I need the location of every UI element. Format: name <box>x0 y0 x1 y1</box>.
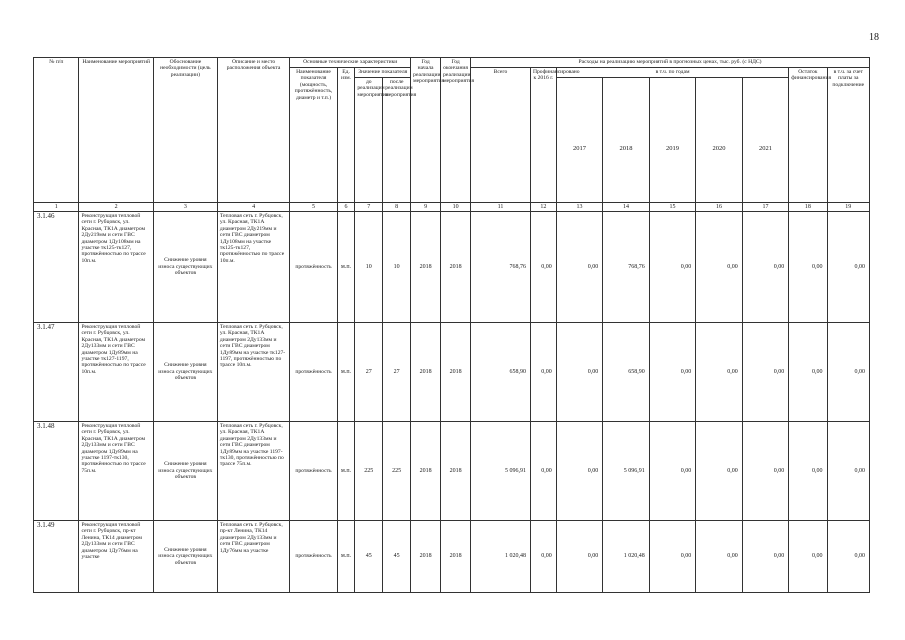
header-start-year: Год начала реализации мероприятия <box>411 58 441 203</box>
index-cell: 11 <box>471 203 531 212</box>
header-year-2018: 2018 <box>603 78 650 203</box>
index-cell: 18 <box>789 203 827 212</box>
row-param: протяжённость <box>290 521 338 593</box>
row-unit: м.п. <box>337 323 355 422</box>
row-name: Реконструкция тепловой сети г. Рубцовск, пр-кт Ленина, ТК14 диаметром 2Ду133мм и сети ГВС диаметром 1Ду76мм на участке <box>79 521 153 593</box>
row-incl-fee: 0,00 <box>827 323 869 422</box>
row-financed: 0,00 <box>530 422 556 521</box>
row-after: 45 <box>383 521 411 593</box>
row-number: 3.1.47 <box>34 323 79 422</box>
row-2019: 0,00 <box>649 521 696 593</box>
index-cell: 2 <box>79 203 153 212</box>
row-2018: 768,76 <box>603 212 650 323</box>
row-2017: 0,00 <box>556 422 603 521</box>
header-reason: Обоснование необходимости (цель реализации) <box>153 58 217 203</box>
index-cell: 5 <box>290 203 338 212</box>
header-year-2017: 2017 <box>556 78 603 203</box>
row-place: Тепловая сеть г. Рубцовск, пр-кт Ленина, ТК14 диаметром 2Ду133мм и сети ГВС диаметром 1Ду76мм на участке <box>217 521 289 593</box>
header-tech-group: Основные технические характеристики <box>290 58 411 68</box>
row-reason: Снижение уровня износа существующих объектов <box>153 422 217 521</box>
row-before: 225 <box>355 422 383 521</box>
row-2019: 0,00 <box>649 422 696 521</box>
header-financed: Профинансировано к 2016 г. <box>530 68 556 203</box>
row-start-year: 2018 <box>411 422 441 521</box>
row-unit: м.п. <box>337 212 355 323</box>
index-cell: 3 <box>153 203 217 212</box>
table-row <box>34 521 870 593</box>
row-reason: Снижение уровня износа существующих объектов <box>153 323 217 422</box>
row-2021: 0,00 <box>742 422 789 521</box>
header-years-group: в т.ч. по годам <box>556 68 789 78</box>
header-name: Наименование мероприятий <box>79 58 153 203</box>
row-2017: 0,00 <box>556 323 603 422</box>
row-2020: 0,00 <box>696 422 743 521</box>
row-incl-fee: 0,00 <box>827 212 869 323</box>
row-place: Тепловая сеть г. Рубцовск, ул. Красная, ТК1А диаметром 2Ду219мм и сети ГВС диаметром 1Ду108мм на участке тк125-тк127, протяжённостью по трассе 10п.м. <box>217 212 289 323</box>
row-2018: 1 020,48 <box>603 521 650 593</box>
header-costs-group: Расходы на реализацию мероприятий в прогнозных ценах, тыс. руб. (с НДС) <box>471 58 870 68</box>
row-name: Реконструкция тепловой сети г. Рубцовск, ул. Красная, ТК1А диаметром 2Ду133мм и сети ГВС диаметром 1Ду89мм на участке 1197-тк130, протяжённостью по трассе 75п.м. <box>79 422 153 521</box>
row-param: протяжённость <box>290 212 338 323</box>
row-end-year: 2018 <box>441 212 471 323</box>
index-cell: 7 <box>355 203 383 212</box>
row-2020: 0,00 <box>696 323 743 422</box>
index-cell: 14 <box>603 203 650 212</box>
row-number: 3.1.49 <box>34 521 79 593</box>
row-place: Тепловая сеть г. Рубцовск, ул. Красная, ТК1А диаметром 2Ду133мм и сети ГВС диаметром 1Ду89мм на участке 1197-тк130, протяжённостью по трассе 75п.м. <box>217 422 289 521</box>
row-2020: 0,00 <box>696 521 743 593</box>
index-cell: 16 <box>696 203 743 212</box>
row-total: 768,76 <box>471 212 531 323</box>
row-2019: 0,00 <box>649 323 696 422</box>
header-value-group: Значение показателя <box>355 68 411 78</box>
row-end-year: 2018 <box>441 422 471 521</box>
row-2019: 0,00 <box>649 212 696 323</box>
index-cell: 12 <box>530 203 556 212</box>
row-place: Тепловая сеть г. Рубцовск, ул. Красная, ТК1А диаметром 2Ду133мм и сети ГВС диаметром 1Ду89мм на участке тк127-1197, протяжённостью по трассе 10п.м. <box>217 323 289 422</box>
row-total: 658,90 <box>471 323 531 422</box>
row-name: Реконструкция тепловой сети г. Рубцовск, ул. Красная, ТК1А диаметром 2Ду219мм и сети ГВС диаметром 1Ду108мм на участке тк125-тк127, протяжённостью по трассе 10п.м. <box>79 212 153 323</box>
row-number: 3.1.46 <box>34 212 79 323</box>
index-cell: 9 <box>411 203 441 212</box>
index-cell: 17 <box>742 203 789 212</box>
row-before: 27 <box>355 323 383 422</box>
header-unit: Ед. изм. <box>337 68 355 203</box>
row-total: 5 096,91 <box>471 422 531 521</box>
row-financed: 0,00 <box>530 521 556 593</box>
row-param: протяжённость <box>290 422 338 521</box>
header-incl-fee: в т.ч. за счет платы за подключение <box>827 68 869 203</box>
row-before: 10 <box>355 212 383 323</box>
index-cell: 10 <box>441 203 471 212</box>
row-2018: 658,90 <box>603 323 650 422</box>
index-cell: 19 <box>827 203 869 212</box>
row-start-year: 2018 <box>411 212 441 323</box>
row-financed: 0,00 <box>530 212 556 323</box>
index-cell: 6 <box>337 203 355 212</box>
row-remaining: 0,00 <box>789 521 827 593</box>
header-no: № п/п <box>34 58 79 203</box>
row-2021: 0,00 <box>742 521 789 593</box>
row-number: 3.1.48 <box>34 422 79 521</box>
page-number: 18 <box>869 32 879 43</box>
header-place: Описание и место расположения объекта <box>217 58 289 203</box>
row-2017: 0,00 <box>556 521 603 593</box>
row-remaining: 0,00 <box>789 323 827 422</box>
row-unit: м.п. <box>337 521 355 593</box>
index-cell: 8 <box>383 203 411 212</box>
row-remaining: 0,00 <box>789 212 827 323</box>
row-reason: Снижение уровня износа существующих объектов <box>153 212 217 323</box>
row-2021: 0,00 <box>742 323 789 422</box>
row-2020: 0,00 <box>696 212 743 323</box>
header-year-2021: 2021 <box>742 78 789 203</box>
row-start-year: 2018 <box>411 323 441 422</box>
header-remaining: Остаток финансирования <box>789 68 827 203</box>
investment-program-table <box>33 57 870 593</box>
row-financed: 0,00 <box>530 323 556 422</box>
row-after: 225 <box>383 422 411 521</box>
row-2021: 0,00 <box>742 212 789 323</box>
header-before: до реализации мероприятия <box>355 78 383 203</box>
index-cell: 13 <box>556 203 603 212</box>
header-param: Наименование показателя (мощность, протяжённость, диаметр и т.п.) <box>290 68 338 203</box>
row-end-year: 2018 <box>441 323 471 422</box>
row-2017: 0,00 <box>556 212 603 323</box>
row-after: 27 <box>383 323 411 422</box>
row-total: 1 020,48 <box>471 521 531 593</box>
header-year-2019: 2019 <box>649 78 696 203</box>
row-2018: 5 096,91 <box>603 422 650 521</box>
row-unit: м.п. <box>337 422 355 521</box>
row-incl-fee: 0,00 <box>827 521 869 593</box>
header-after: после реализации мероприятия <box>383 78 411 203</box>
row-incl-fee: 0,00 <box>827 422 869 521</box>
row-start-year: 2018 <box>411 521 441 593</box>
index-cell: 4 <box>217 203 289 212</box>
row-reason: Снижение уровня износа существующих объектов <box>153 521 217 593</box>
index-cell: 1 <box>34 203 79 212</box>
row-after: 10 <box>383 212 411 323</box>
row-end-year: 2018 <box>441 521 471 593</box>
table-row <box>34 212 870 323</box>
index-cell: 15 <box>649 203 696 212</box>
row-remaining: 0,00 <box>789 422 827 521</box>
table-row <box>34 323 870 422</box>
row-before: 45 <box>355 521 383 593</box>
row-param: протяжённость <box>290 323 338 422</box>
header-end-year: Год окончания реализации мероприятия <box>441 58 471 203</box>
table-row <box>34 422 870 521</box>
header-total: Всего <box>471 68 531 203</box>
row-name: Реконструкция тепловой сети г. Рубцовск, ул. Красная, ТК1А диаметром 2Ду133мм и сети ГВС диаметром 1Ду89мм на участке тк127-1197, протяжённостью по трассе 10п.м. <box>79 323 153 422</box>
header-year-2020: 2020 <box>696 78 743 203</box>
